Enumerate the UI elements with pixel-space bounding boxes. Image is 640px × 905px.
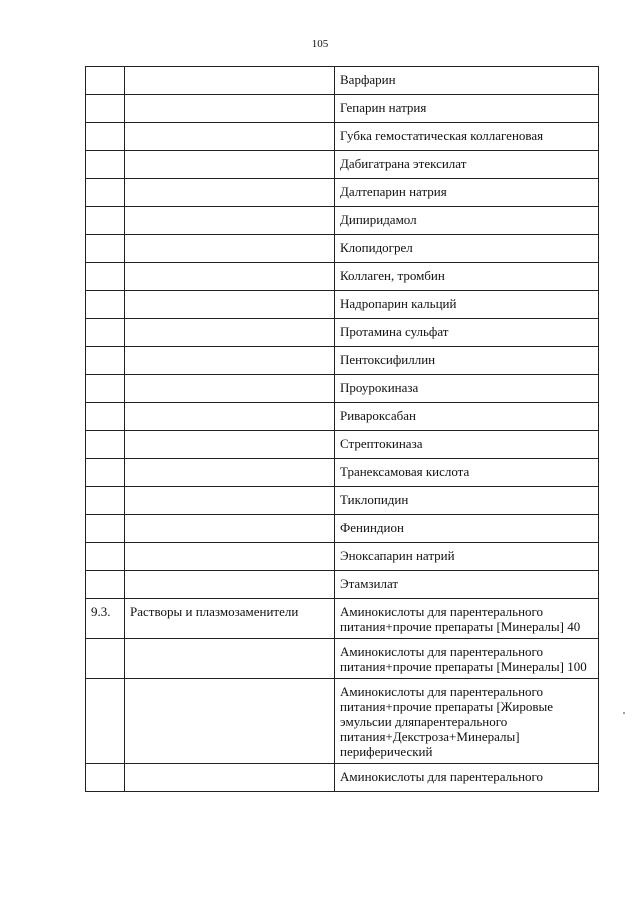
drug-name-cell: Пентоксифиллин bbox=[335, 347, 599, 375]
drug-name-cell: Этамзилат bbox=[335, 571, 599, 599]
drug-name-cell: Дабигатрана этексилат bbox=[335, 151, 599, 179]
drug-name-cell: Гепарин натрия bbox=[335, 95, 599, 123]
table-row bbox=[86, 403, 599, 431]
table-row bbox=[86, 151, 599, 179]
row-number-cell bbox=[86, 123, 125, 151]
group-name-cell bbox=[125, 764, 335, 792]
row-number-cell bbox=[86, 319, 125, 347]
page-number: 105 bbox=[311, 38, 329, 50]
table-row bbox=[86, 375, 599, 403]
group-name-cell bbox=[125, 487, 335, 515]
drug-name-cell: Коллаген, тромбин bbox=[335, 263, 599, 291]
group-name-cell bbox=[125, 263, 335, 291]
group-name-cell bbox=[125, 207, 335, 235]
row-number-cell bbox=[86, 639, 125, 679]
drug-name-cell: Губка гемостатическая коллагеновая bbox=[335, 123, 599, 151]
row-number-cell bbox=[86, 291, 125, 319]
table-row bbox=[86, 599, 599, 639]
row-number-cell bbox=[86, 679, 125, 764]
drug-name-cell: Далтепарин натрия bbox=[335, 179, 599, 207]
table-row bbox=[86, 179, 599, 207]
row-number-cell bbox=[86, 431, 125, 459]
table-row bbox=[86, 487, 599, 515]
drug-name-cell: Эноксапарин натрий bbox=[335, 543, 599, 571]
table-row bbox=[86, 67, 599, 95]
row-number-cell bbox=[86, 207, 125, 235]
row-number-cell bbox=[86, 375, 125, 403]
row-number-cell bbox=[86, 403, 125, 431]
table-row bbox=[86, 123, 599, 151]
group-name-cell bbox=[125, 515, 335, 543]
row-number-cell bbox=[86, 67, 125, 95]
table-row bbox=[86, 235, 599, 263]
group-name-cell bbox=[125, 67, 335, 95]
drug-name-cell: Аминокислоты для парентерального bbox=[335, 764, 599, 792]
scan-dot bbox=[623, 712, 625, 714]
table-row bbox=[86, 679, 599, 764]
group-name-cell bbox=[125, 235, 335, 263]
drug-name-cell: Проурокиназа bbox=[335, 375, 599, 403]
table-row bbox=[86, 319, 599, 347]
row-number-cell bbox=[86, 151, 125, 179]
drug-name-cell: Транексамовая кислота bbox=[335, 459, 599, 487]
drug-name-cell: Клопидогрел bbox=[335, 235, 599, 263]
table-row bbox=[86, 639, 599, 679]
drug-name-cell: Протамина сульфат bbox=[335, 319, 599, 347]
table-row bbox=[86, 515, 599, 543]
group-name-cell bbox=[125, 431, 335, 459]
drug-name-cell: Аминокислоты для парентерального питания+прочие препараты [Минералы] 40 bbox=[335, 599, 599, 639]
table-row bbox=[86, 543, 599, 571]
drug-name-cell: Дипиридамол bbox=[335, 207, 599, 235]
group-name-cell bbox=[125, 319, 335, 347]
row-number-cell bbox=[86, 459, 125, 487]
table-row bbox=[86, 263, 599, 291]
group-name-cell bbox=[125, 571, 335, 599]
drug-name-cell: Ривароксабан bbox=[335, 403, 599, 431]
row-number-cell bbox=[86, 543, 125, 571]
row-number-cell bbox=[86, 764, 125, 792]
row-number-cell bbox=[86, 347, 125, 375]
drug-name-cell: Фениндион bbox=[335, 515, 599, 543]
group-name-cell bbox=[125, 679, 335, 764]
table-row bbox=[86, 95, 599, 123]
row-number-cell: 9.3. bbox=[86, 599, 125, 639]
group-name-cell bbox=[125, 179, 335, 207]
group-name-cell bbox=[125, 123, 335, 151]
group-name-cell bbox=[125, 403, 335, 431]
row-number-cell bbox=[86, 95, 125, 123]
group-name-cell: Растворы и плазмозаменители bbox=[125, 599, 335, 639]
row-number-cell bbox=[86, 263, 125, 291]
drug-name-cell: Варфарин bbox=[335, 67, 599, 95]
row-number-cell bbox=[86, 571, 125, 599]
table-row bbox=[86, 347, 599, 375]
row-number-cell bbox=[86, 515, 125, 543]
table-row bbox=[86, 291, 599, 319]
row-number-cell bbox=[86, 235, 125, 263]
drug-list-table bbox=[85, 66, 599, 792]
drug-name-cell: Аминокислоты для парентерального питания+прочие препараты [Минералы] 100 bbox=[335, 639, 599, 679]
table-row bbox=[86, 431, 599, 459]
table-row bbox=[86, 459, 599, 487]
table-row bbox=[86, 764, 599, 792]
group-name-cell bbox=[125, 639, 335, 679]
group-name-cell bbox=[125, 95, 335, 123]
group-name-cell bbox=[125, 291, 335, 319]
drug-name-cell: Тиклопидин bbox=[335, 487, 599, 515]
table-row bbox=[86, 571, 599, 599]
row-number-cell bbox=[86, 487, 125, 515]
group-name-cell bbox=[125, 151, 335, 179]
table-row bbox=[86, 207, 599, 235]
drug-name-cell: Стрептокиназа bbox=[335, 431, 599, 459]
drug-name-cell: Надропарин кальций bbox=[335, 291, 599, 319]
group-name-cell bbox=[125, 459, 335, 487]
group-name-cell bbox=[125, 543, 335, 571]
row-number-cell bbox=[86, 179, 125, 207]
drug-name-cell: Аминокислоты для парентерального питания+прочие препараты [Жировые эмульсии дляпарентерального питания+Декстроза+Минералы] периферический bbox=[335, 679, 599, 764]
group-name-cell bbox=[125, 375, 335, 403]
group-name-cell bbox=[125, 347, 335, 375]
